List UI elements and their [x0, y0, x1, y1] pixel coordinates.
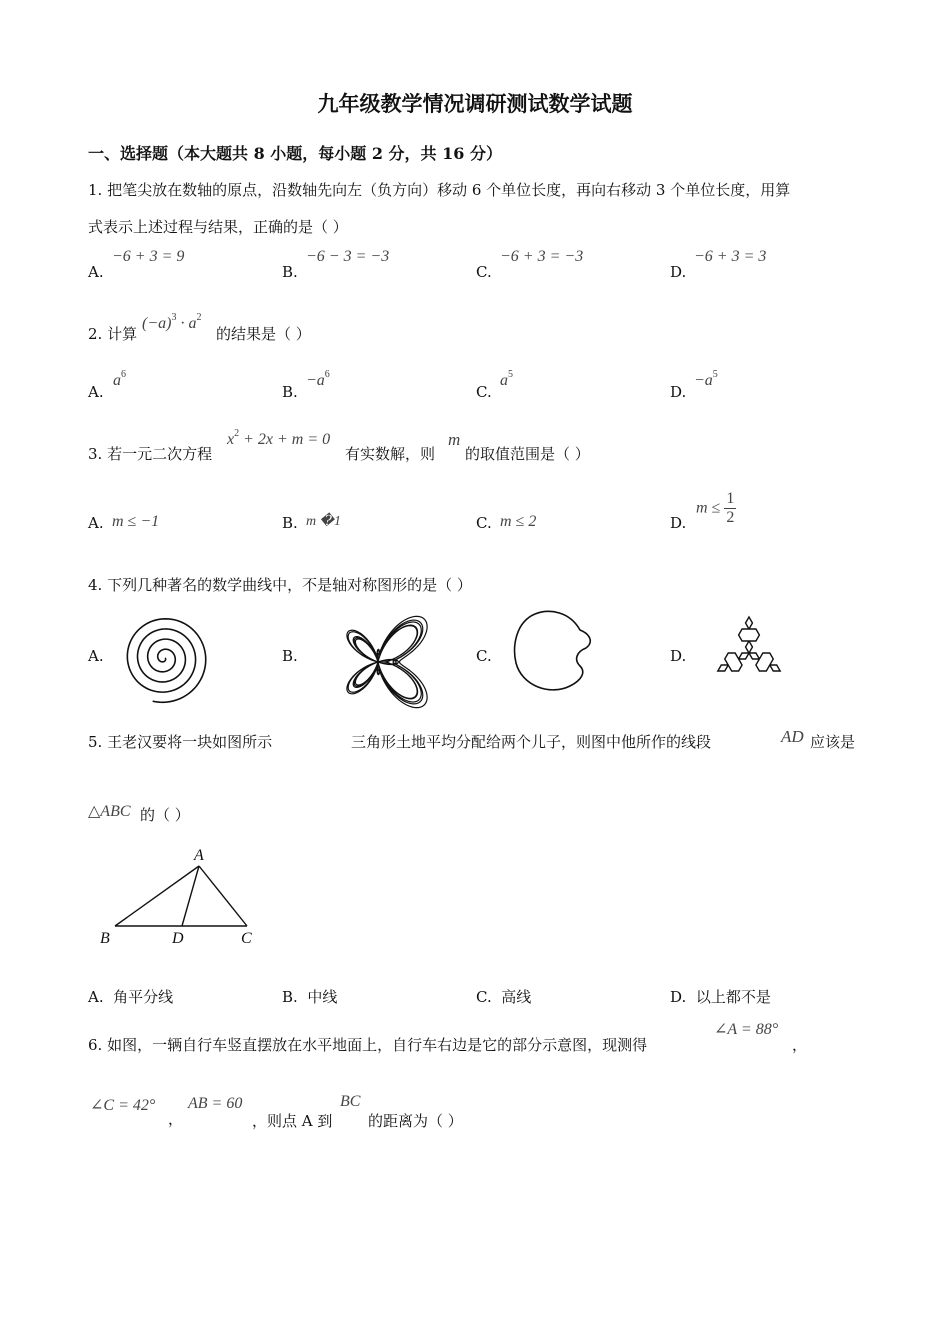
q1-option-a-label: A. — [88, 263, 104, 281]
q4-option-d-label: D. — [670, 647, 687, 665]
q2-option-b-expr: $-a^6$ — [306, 369, 330, 389]
q1-option-b-expr: −6 − 3 = −3 — [306, 248, 390, 265]
q1-text-line1: 1. 把笔尖放在数轴的原点，沿数轴先向左（负方向）移动 6 个单位长度，再向右移动 3 个单位长度，用算 — [88, 181, 791, 199]
q1-option-d-label: D. — [670, 263, 687, 281]
q5-option-d: D. 以上都不是 — [670, 988, 771, 1006]
q2-option-a-label: A. — [88, 383, 104, 401]
q4-option-b-label: B. — [282, 647, 298, 665]
q6-comma-2: ， — [168, 1110, 184, 1128]
q3-option-b-label: B. — [282, 514, 298, 532]
q5-text-line1b: 三角形土地平均分配给两个儿子，则图中他所作的线段 — [351, 733, 712, 751]
q3-option-a-label: A. — [88, 514, 104, 532]
q6-angle-a: ∠A = 88° — [714, 1021, 779, 1038]
q3-option-d-expr: m ≤ $\frac{1}{2}$ — [696, 490, 735, 526]
q2-prefix: 2. 计算 — [88, 325, 138, 343]
side-ab — [115, 866, 199, 926]
q3-option-a-expr: m ≤ −1 — [112, 513, 160, 530]
q5-option-b: B. 中线 — [282, 988, 338, 1006]
q6-segment-bc: BC — [340, 1093, 361, 1110]
q5-option-a: A. 角平分线 — [88, 988, 174, 1006]
q5-option-c: C. 高线 — [476, 988, 532, 1006]
q1-option-a-expr: −6 + 3 = 9 — [112, 248, 185, 265]
q6-comma: ， — [792, 1036, 808, 1054]
q2-option-d-label: D. — [670, 383, 687, 401]
q3-prefix: 3. 若一元二次方程 — [88, 445, 213, 463]
section-heading: 一、选择题（本大题共 8 小题，每小题 2 分，共 16 分） — [88, 144, 502, 163]
spiral-curve-figure — [120, 608, 230, 708]
q4-option-a-label: A. — [88, 647, 104, 665]
vertex-label-b: B — [100, 930, 110, 947]
q5-text-line1a: 5. 王老汉要将一块如图所示 — [88, 733, 273, 751]
q2-suffix: 的结果是（ ） — [216, 325, 311, 343]
q2-option-a-expr: $a^6$ — [113, 369, 126, 389]
q6-suffix: 的距离为（ ） — [368, 1112, 463, 1130]
q5-triangle-symbol: △ABC — [88, 803, 131, 820]
q4-text: 4. 下列几种著名的数学曲线中，不是轴对称图形的是（ ） — [88, 576, 472, 594]
side-ac — [199, 866, 247, 926]
koch-snowflake-figure — [703, 605, 795, 697]
q1-option-b-label: B. — [282, 263, 298, 281]
q3-mid: 有实数解，则 — [345, 445, 436, 463]
q3-option-b-expr: m �1 — [306, 514, 341, 529]
segment-ad — [182, 866, 199, 926]
q2-option-c-expr: $a^5$ — [500, 369, 513, 389]
page-title: 九年级教学情况调研测试数学试题 — [317, 91, 633, 116]
q6-ab-length: AB = 60 — [188, 1095, 243, 1112]
q5-segment-ad: AD — [781, 727, 804, 746]
butterfly-curve-figure — [314, 607, 442, 697]
q3-equation: $x^2 + 2x + m = 0$ — [227, 428, 331, 448]
q6-text-line1: 6. 如图，一辆自行车竖直摆放在水平地面上，自行车右边是它的部分示意图，现测得 — [88, 1036, 648, 1054]
q6-angle-c: ∠C = 42° — [90, 1097, 156, 1114]
q5-text-line2: 的（ ） — [140, 806, 190, 824]
q6-mid: ，则点 A 到 — [252, 1112, 333, 1130]
q2-option-b-label: B. — [282, 383, 298, 401]
vertex-label-d: D — [172, 930, 184, 947]
q2-expression: $(-a)^3 \cdot a^2$ — [142, 312, 202, 332]
q3-option-c-label: C. — [476, 514, 492, 532]
q3-variable: m — [448, 430, 461, 449]
q1-option-c-label: C. — [476, 263, 492, 281]
vertex-label-a: A — [194, 847, 204, 864]
q2-option-d-expr: $-a^5$ — [694, 369, 718, 389]
q2-option-c-label: C. — [476, 383, 492, 401]
q3-suffix: 的取值范围是（ ） — [465, 445, 590, 463]
cardioid-curve-figure — [510, 608, 594, 694]
q1-option-d-expr: −6 + 3 = 3 — [694, 248, 767, 265]
q5-text-line1c: 应该是 — [810, 733, 856, 751]
q1-text-line2: 式表示上述过程与结果，正确的是（ ） — [88, 218, 348, 236]
q3-option-d-label: D. — [670, 514, 687, 532]
q1-option-c-expr: −6 + 3 = −3 — [500, 248, 584, 265]
q3-option-c-expr: m ≤ 2 — [500, 513, 537, 530]
q4-option-c-label: C. — [476, 647, 492, 665]
vertex-label-c: C — [241, 930, 252, 947]
